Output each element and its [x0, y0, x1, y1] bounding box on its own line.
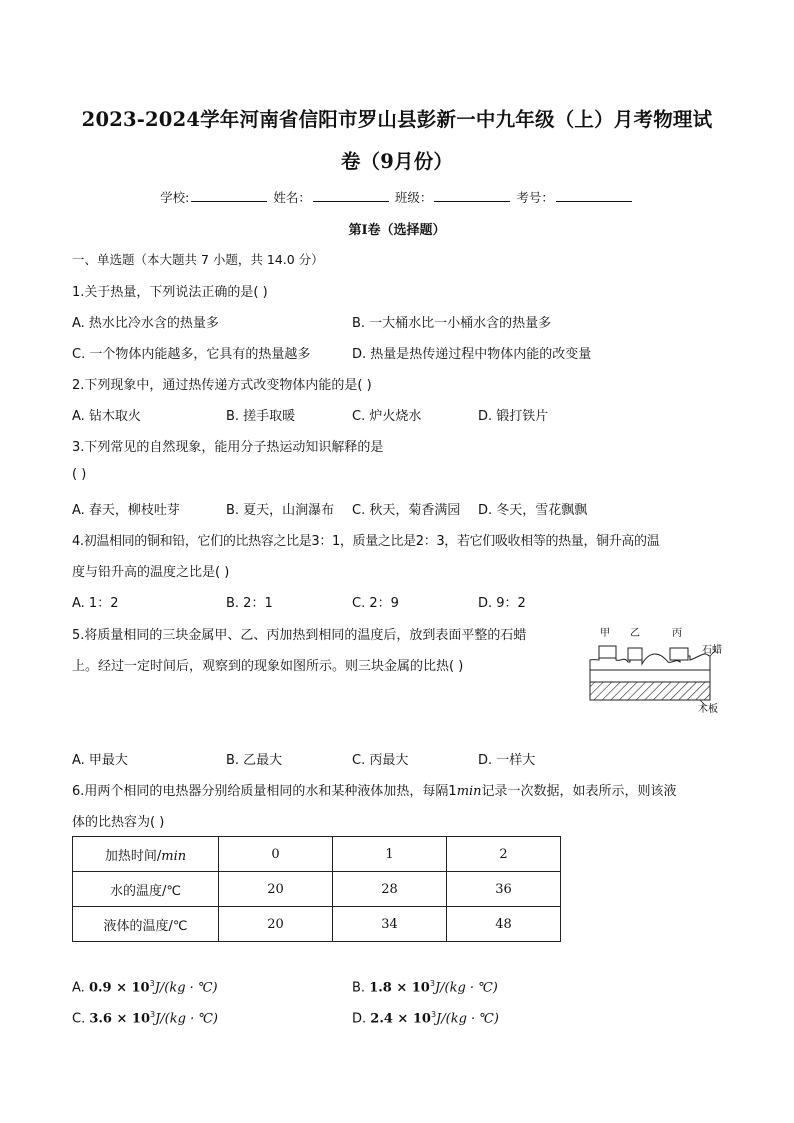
table-row	[73, 872, 561, 907]
liquid-temp-cell: 20	[219, 907, 333, 942]
q2-option-c[interactable]: C. 炉火烧水	[352, 409, 422, 424]
q1-option-c[interactable]: C. 一个物体内能越多，它具有的热量越多	[72, 347, 311, 362]
q3-option-a[interactable]: A. 春天，柳枝吐芽	[72, 503, 180, 518]
q2-option-b[interactable]: B. 搓手取暖	[226, 409, 296, 424]
label-jia: 甲	[600, 628, 610, 639]
q3-option-b[interactable]: B. 夏天，山涧瀑布	[226, 503, 335, 518]
q1-stem: 1.关于热量，下列说法正确的是( )	[72, 285, 268, 300]
header-heating-time: 加热时间/min	[73, 837, 219, 872]
q5-option-c[interactable]: C. 丙最大	[352, 753, 409, 768]
q5-option-b[interactable]: B. 乙最大	[226, 753, 283, 768]
q6-option-c[interactable]: C. $3.6 \times 10^3J/(kg$ · ℃)	[72, 1010, 218, 1027]
label-yi: 乙	[630, 628, 640, 639]
number-label: 考号：	[516, 190, 554, 205]
q6-stem-line1: 6.用两个相同的电热器分别给质量相同的水和某种液体加热，每隔1min记录一次数据，如表所示，则该液	[72, 784, 677, 799]
q1-option-b[interactable]: B. 一大桶水比一小桶水含的热量多	[352, 316, 552, 331]
q3-option-d[interactable]: D. 冬天，雪花飘飘	[478, 503, 588, 518]
metal-on-wax-figure	[580, 620, 730, 715]
metal-bing	[670, 648, 688, 660]
q3-answer-paren: ( )	[72, 467, 87, 482]
water-temp-cell: 20	[219, 872, 333, 907]
q5-option-a[interactable]: A. 甲最大	[72, 753, 128, 768]
q6-data-table	[72, 836, 561, 942]
name-label: 姓名：	[273, 190, 311, 205]
q4-stem-line1: 4.初温相同的铜和铅，它们的比热容之比是3：1，质量之比是2：3，若它们吸收相等的热量，铜升高的温	[72, 534, 660, 549]
q6-option-d[interactable]: D. $2.4 \times 10^3J/(kg$ · ℃)	[352, 1010, 499, 1027]
time-cell: 1	[333, 837, 447, 872]
class-label: 班级：	[394, 190, 433, 205]
paper-title-line2: 卷（9月份）	[340, 150, 454, 173]
q4-stem-line2: 度与铅升高的温度之比是( )	[72, 565, 230, 580]
q4-option-c[interactable]: C. 2：9	[352, 596, 399, 611]
school-label: 学校:	[160, 190, 190, 205]
q4-option-b[interactable]: B. 2：1	[226, 596, 273, 611]
q6-option-a[interactable]: A. $0.9 \times 10^3J/(kg$ · ℃)	[72, 979, 218, 996]
time-cell: 0	[219, 837, 333, 872]
q6-option-b[interactable]: B. $1.8 \times 10^3J/(kg$ · ℃)	[352, 979, 498, 996]
water-temp-cell: 28	[333, 872, 447, 907]
label-bing: 丙	[672, 628, 682, 639]
section-heading: 一、单选题（本大题共 7 小题，共 14.0 分）	[72, 252, 324, 267]
q2-stem: 2.下列现象中，通过热传递方式改变物体内能的是( )	[72, 378, 372, 393]
metal-jia	[599, 646, 616, 658]
wood-board	[590, 682, 710, 700]
table-row	[73, 907, 561, 942]
q6-stem-line2: 体的比热容为( )	[72, 815, 165, 830]
q2-option-d[interactable]: D. 锻打铁片	[478, 409, 549, 424]
time-cell: 2	[447, 837, 561, 872]
water-temp-label: 水的温度/℃	[73, 872, 219, 907]
paper-title-line1: 2023-2024学年河南省信阳市罗山县彭新一中九年级（上）月考物理试	[81, 108, 713, 131]
school-blank[interactable]	[191, 189, 267, 202]
q3-stem: 3.下列常见的自然现象，能用分子热运动知识解释的是	[72, 440, 384, 455]
student-info-line	[0, 188, 794, 206]
liquid-temp-cell: 34	[333, 907, 447, 942]
q4-option-d[interactable]: D. 9：2	[478, 596, 526, 611]
number-blank[interactable]	[556, 189, 632, 202]
liquid-temp-cell: 48	[447, 907, 561, 942]
name-blank[interactable]	[313, 189, 389, 202]
volume-heading: 第Ⅰ卷（选择题）	[348, 223, 446, 238]
q5-option-d[interactable]: D. 一样大	[478, 753, 536, 768]
label-board: 木板	[698, 704, 718, 715]
q1-option-a[interactable]: A. 热水比冷水含的热量多	[72, 316, 219, 331]
water-temp-cell: 36	[447, 872, 561, 907]
class-blank[interactable]	[434, 189, 510, 202]
q5-stem-line2: 上。经过一定时间后，观察到的现象如图所示。则三块金属的比热( )	[72, 659, 464, 674]
liquid-temp-label: 液体的温度/℃	[73, 907, 219, 942]
metal-yi	[628, 648, 642, 660]
q1-option-d[interactable]: D. 热量是热传递过程中物体内能的改变量	[352, 347, 592, 362]
q5-stem-line1: 5.将质量相同的三块金属甲、乙、丙加热到相同的温度后，放到表面平整的石蜡	[72, 628, 527, 643]
label-wax: 石蜡	[702, 645, 722, 656]
q2-option-a[interactable]: A. 钻木取火	[72, 409, 141, 424]
table-row	[73, 837, 561, 872]
q3-option-c[interactable]: C. 秋天，菊香满园	[352, 503, 461, 518]
q4-option-a[interactable]: A. 1：2	[72, 596, 119, 611]
